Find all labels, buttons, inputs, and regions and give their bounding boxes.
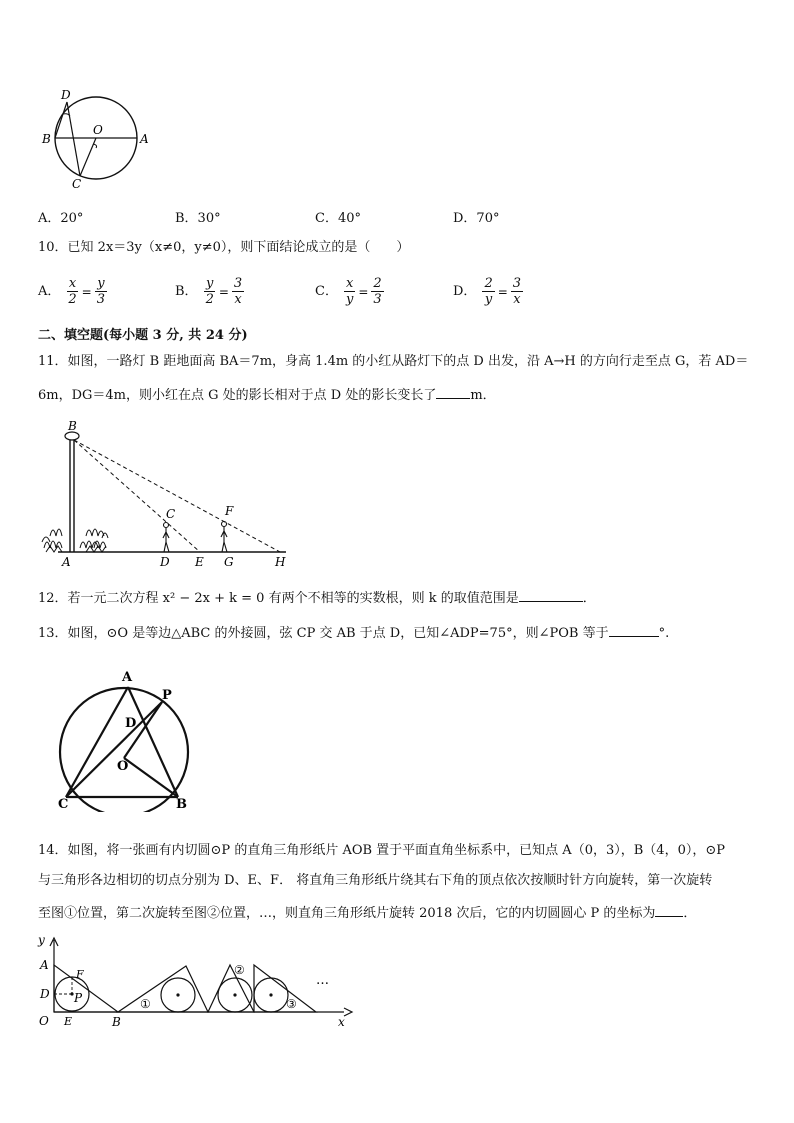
q14-label-circled-1: ① xyxy=(140,997,151,1011)
q14-label-circled-2: ② xyxy=(234,963,245,977)
q11-label-b: B xyxy=(68,419,77,433)
q10-option-d[interactable] xyxy=(453,276,523,307)
frac-num: 2 xyxy=(373,276,382,291)
q9-label-a: A xyxy=(140,132,149,146)
option-letter: D． xyxy=(453,284,477,299)
q9-option-a[interactable]: A．20° xyxy=(38,211,84,226)
equals-sign: = xyxy=(358,284,369,299)
q11-label-a: A xyxy=(62,555,71,569)
q14-rotation-figure xyxy=(34,932,354,1030)
q13-label-p: P xyxy=(162,688,172,703)
frac-den: y xyxy=(484,292,493,307)
frac-den: 3 xyxy=(373,292,382,307)
q13-end: °. xyxy=(658,626,670,641)
q11-label-e: E xyxy=(195,555,204,569)
frac-den: 2 xyxy=(68,292,77,307)
q11-label-d: D xyxy=(160,555,170,569)
q11-label-c: C xyxy=(166,507,176,521)
q9-label-d: D xyxy=(61,88,71,102)
q12-answer-blank[interactable] xyxy=(519,587,583,602)
frac-den: 3 xyxy=(96,292,106,307)
q11-line2 xyxy=(38,384,496,406)
section-heading: 二、填空题(每小题 3 分, 共 24 分) xyxy=(38,328,248,343)
q14-label-x: x xyxy=(338,1015,345,1029)
q12-text xyxy=(38,587,596,609)
q14-label-circled-3: ③ xyxy=(286,997,297,1011)
q9-option-d[interactable]: D．70° xyxy=(453,211,500,226)
q13-label-a: A xyxy=(122,670,133,685)
q14-label-p: P xyxy=(74,991,83,1005)
frac-num: 3 xyxy=(233,276,243,291)
q14-label-y: y xyxy=(38,933,45,947)
frac-num: 3 xyxy=(512,276,522,291)
q9-circle-figure xyxy=(36,86,158,196)
q12-end: ． xyxy=(582,591,596,606)
frac-den: 2 xyxy=(205,292,214,307)
q11-text: 6m，DG＝4m，则小红在点 G 处的影长相对于点 D 处的影长变长了 xyxy=(38,388,437,403)
equals-sign: = xyxy=(218,284,229,299)
q14-label-d: D xyxy=(40,987,50,1001)
q9-label-b: B xyxy=(42,132,51,146)
option-letter: A． xyxy=(38,284,61,299)
q9-option-c[interactable]: C．40° xyxy=(315,211,361,226)
equals-sign: = xyxy=(81,284,92,299)
q13-label-c: C xyxy=(58,797,69,812)
option-letter: B． xyxy=(175,284,198,299)
q13-text xyxy=(38,622,669,644)
frac-den: x xyxy=(234,292,242,307)
q14-label-f: F xyxy=(76,968,84,981)
q14-label-a: A xyxy=(40,958,49,972)
q10-option-b[interactable] xyxy=(175,276,244,307)
frac-num: x xyxy=(68,276,77,291)
q13-label-d: D xyxy=(125,716,137,731)
q11-answer-blank[interactable] xyxy=(436,384,470,399)
q13-label-b: B xyxy=(176,797,187,812)
frac-num: x xyxy=(345,276,354,291)
q14-label-b: B xyxy=(112,1015,121,1029)
option-letter: C． xyxy=(315,284,338,299)
q12-stem: 12．若一元二次方程 x² − 2x + k = 0 有两个不相等的实数根，则 k 的取值范围是 xyxy=(38,591,519,606)
q14-label-o: O xyxy=(39,1014,49,1028)
q14-stem: 至图①位置，第二次旋转至图②位置，…，则直角三角形纸片旋转 2018 次后，它的内切圆圆心 P 的坐标为 xyxy=(38,906,656,921)
q14-label-ellipsis: … xyxy=(316,973,329,988)
equals-sign: = xyxy=(497,284,508,299)
q13-stem: 13．如图，⊙O 是等边△ABC 的外接圆，弦 CP 交 AB 于点 D，已知∠ADP=75°，则∠POB 等于 xyxy=(38,626,609,641)
q11-streetlight-figure xyxy=(36,418,298,570)
q13-answer-blank[interactable] xyxy=(609,622,659,637)
q14-answer-blank[interactable] xyxy=(655,902,683,917)
frac-num: 2 xyxy=(484,276,493,291)
q10-option-a[interactable] xyxy=(38,276,107,307)
q14-line3 xyxy=(38,902,696,924)
q11-unit: m． xyxy=(470,388,496,403)
frac-num: y xyxy=(97,276,105,291)
q14-line2: 与三角形各边相切的切点分别为 D、E、F． 将直角三角形纸片绕其右下角的顶点依次按顺时针方向旋转，第一次旋转 xyxy=(38,873,713,888)
q11-label-f: F xyxy=(225,504,234,518)
q13-circle-figure xyxy=(38,664,208,812)
q13-label-o: O xyxy=(117,759,129,774)
q9-label-o: O xyxy=(93,123,103,137)
q9-label-c: C xyxy=(72,177,82,191)
q14-end: ． xyxy=(683,906,697,921)
q11-line1: 11．如图，一路灯 B 距地面高 BA＝7m，身高 1.4m 的小红从路灯下的点 D 出发，沿 A→H 的方向行走至点 G，若 AD＝ xyxy=(38,354,749,369)
q14-line1: 14．如图，将一张画有内切圆⊙P 的直角三角形纸片 AOB 置于平面直角坐标系中，已知点 A（0，3），B（4，0），⊙P xyxy=(38,843,725,858)
frac-num: y xyxy=(206,276,214,291)
q10-stem: 10．已知 2x＝3y（x≠0，y≠0），则下面结论成立的是（ ） xyxy=(38,240,410,255)
q11-label-g: G xyxy=(224,555,234,569)
q14-label-e: E xyxy=(64,1015,73,1028)
q9-option-b[interactable]: B．30° xyxy=(175,211,221,226)
q11-label-h: H xyxy=(275,555,286,569)
q10-option-c[interactable] xyxy=(315,276,384,307)
frac-den: x xyxy=(513,292,521,307)
frac-den: y xyxy=(345,292,354,307)
